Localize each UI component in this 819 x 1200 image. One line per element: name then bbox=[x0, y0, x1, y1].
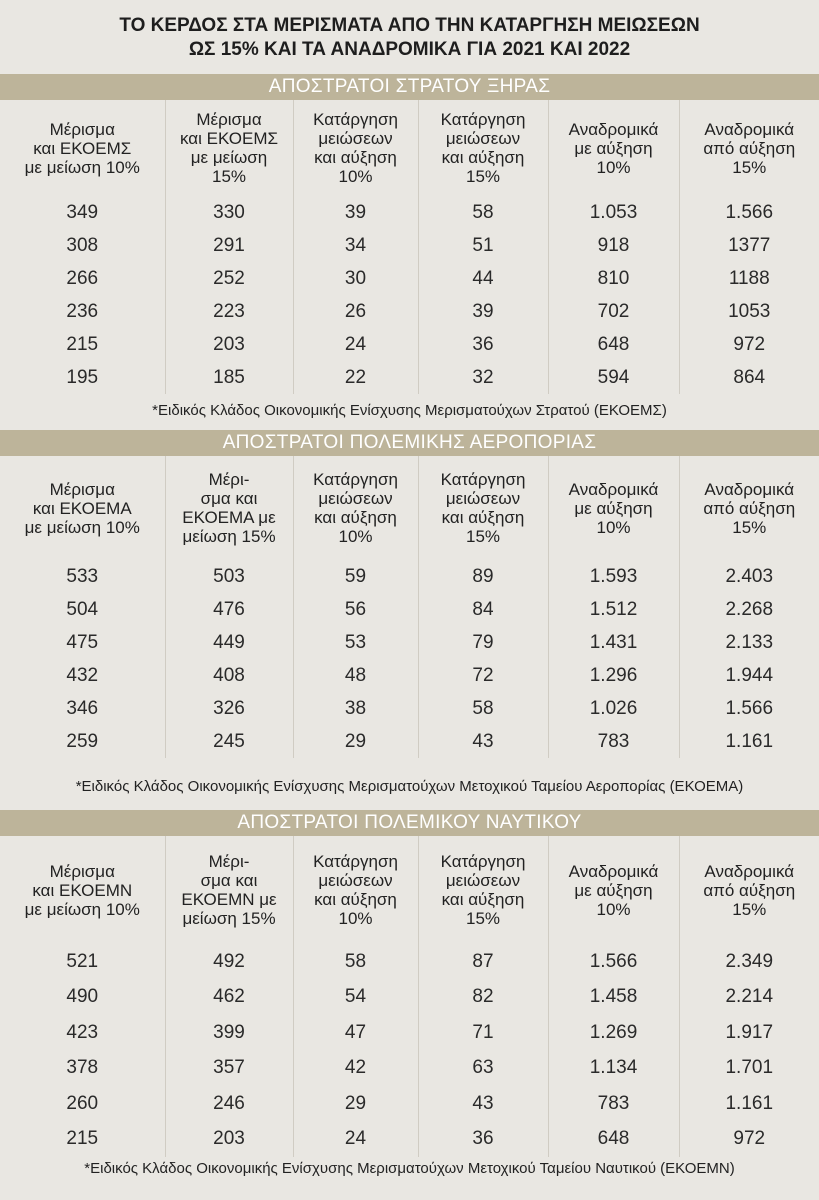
table-row bbox=[0, 295, 819, 328]
table-cell: 399 bbox=[165, 1015, 293, 1051]
table-cell: 972 bbox=[679, 1122, 819, 1158]
table-cell: 918 bbox=[548, 229, 679, 262]
table-cell: 449 bbox=[165, 626, 293, 659]
table-cell: 22 bbox=[293, 361, 418, 394]
table-cell: 330 bbox=[165, 196, 293, 229]
table-cell: 2.133 bbox=[679, 626, 819, 659]
table-cell: 503 bbox=[165, 560, 293, 593]
table-cell: 24 bbox=[293, 1122, 418, 1158]
table-cell: 346 bbox=[66, 697, 99, 719]
table-cell: 29 bbox=[293, 725, 418, 758]
table-row bbox=[0, 626, 819, 659]
table-row bbox=[0, 1015, 819, 1051]
table-cell: 215 bbox=[66, 333, 99, 355]
table-cell: 30 bbox=[293, 262, 418, 295]
section-heading-army: ΑΠΟΣΤΡΑΤΟΙ ΣΤΡΑΤΟΥ ΞΗΡΑΣ bbox=[0, 74, 819, 100]
table-cell: 236 bbox=[66, 300, 99, 322]
table-cell: 594 bbox=[548, 361, 679, 394]
table-cell: 36 bbox=[418, 1122, 548, 1158]
table-cell: 42 bbox=[293, 1051, 418, 1087]
table-cell: 492 bbox=[165, 944, 293, 980]
table-cell: 26 bbox=[293, 295, 418, 328]
table-cell: 87 bbox=[418, 944, 548, 980]
table-cell: 79 bbox=[418, 626, 548, 659]
table-cell: 1053 bbox=[679, 295, 819, 328]
table-cell: 1.944 bbox=[679, 659, 819, 692]
col-header: Αναδρομικά από αύξηση 15% bbox=[679, 100, 819, 196]
table-cell: 36 bbox=[418, 328, 548, 361]
table-cell: 2.349 bbox=[679, 944, 819, 980]
table-row bbox=[0, 560, 819, 593]
table-cell: 54 bbox=[293, 980, 418, 1016]
col-header: Αναδρομικά από αύξηση 15% bbox=[679, 836, 819, 944]
table-row bbox=[0, 262, 819, 295]
table-cell: 378 bbox=[66, 1057, 99, 1079]
col-header: Αναδρομικά με αύξηση 10% bbox=[548, 100, 679, 196]
table-cell: 84 bbox=[418, 593, 548, 626]
table-cell: 39 bbox=[293, 196, 418, 229]
footnote-army: *Ειδικός Κλάδος Οικονομικής Ενίσχυσης Μερισματούχων Στρατού (ΕΚΟΕΜΣ) bbox=[152, 402, 667, 419]
table-row bbox=[0, 980, 819, 1016]
page-title bbox=[0, 14, 819, 62]
table-cell: 702 bbox=[548, 295, 679, 328]
col-header: Μέρι- σμα και ΕΚΟΕΜΑ με μείωση 15% bbox=[165, 456, 293, 560]
table-cell: 71 bbox=[418, 1015, 548, 1051]
col-header: Μέρισμα και ΕΚΟΕΜΣ με μείωση 10% bbox=[24, 119, 140, 177]
table-row bbox=[0, 1086, 819, 1122]
table-cell: 432 bbox=[66, 664, 99, 686]
table-cell: 195 bbox=[66, 366, 99, 388]
table-airforce bbox=[0, 456, 819, 758]
table-cell: 864 bbox=[679, 361, 819, 394]
table-cell: 1.026 bbox=[548, 692, 679, 725]
table-cell: 291 bbox=[165, 229, 293, 262]
table-army bbox=[0, 100, 819, 394]
table-cell: 24 bbox=[293, 328, 418, 361]
table-cell: 266 bbox=[66, 267, 99, 289]
table-cell: 53 bbox=[293, 626, 418, 659]
table-cell: 1.296 bbox=[548, 659, 679, 692]
table-cell: 2.214 bbox=[679, 980, 819, 1016]
section-heading-navy: ΑΠΟΣΤΡΑΤΟΙ ΠΟΛΕΜΙΚΟΥ ΝΑΥΤΙΚΟΥ bbox=[0, 810, 819, 836]
table-cell: 47 bbox=[293, 1015, 418, 1051]
title-line-1: ΤΟ ΚΕΡΔΟΣ ΣΤΑ ΜΕΡΙΣΜΑΤΑ ΑΠΟ ΤΗΝ ΚΑΤΑΡΓΗΣΗ ΜΕΙΩΣΕΩΝ bbox=[119, 15, 700, 36]
col-header: Μέρισμα και ΕΚΟΕΜΝ με μείωση 10% bbox=[24, 861, 140, 919]
table-cell: 475 bbox=[66, 631, 99, 653]
table-cell: 39 bbox=[418, 295, 548, 328]
table-cell: 203 bbox=[165, 328, 293, 361]
table-cell: 972 bbox=[679, 328, 819, 361]
table-row bbox=[0, 1122, 819, 1158]
table-cell: 648 bbox=[548, 1122, 679, 1158]
table-cell: 490 bbox=[66, 986, 99, 1008]
table-row bbox=[0, 944, 819, 980]
table-cell: 1.917 bbox=[679, 1015, 819, 1051]
table-cell: 810 bbox=[548, 262, 679, 295]
table-row bbox=[0, 593, 819, 626]
table-cell: 48 bbox=[293, 659, 418, 692]
table-row bbox=[0, 361, 819, 394]
table-cell: 63 bbox=[418, 1051, 548, 1087]
table-cell: 1.566 bbox=[679, 196, 819, 229]
title-line-2: ΩΣ 15% ΚΑΙ ΤΑ ΑΝΑΔΡΟΜΙΚΑ ΓΙΑ 2021 ΚΑΙ 2022 bbox=[188, 39, 631, 60]
table-cell: 82 bbox=[418, 980, 548, 1016]
table-cell: 2.403 bbox=[679, 560, 819, 593]
table-cell: 783 bbox=[548, 1086, 679, 1122]
table-cell: 245 bbox=[165, 725, 293, 758]
table-cell: 521 bbox=[66, 950, 99, 972]
table-row bbox=[0, 196, 819, 229]
table-cell: 476 bbox=[165, 593, 293, 626]
table-cell: 1.161 bbox=[679, 725, 819, 758]
table-cell: 357 bbox=[165, 1051, 293, 1087]
col-header: Αναδρομικά με αύξηση 10% bbox=[548, 836, 679, 944]
table-cell: 32 bbox=[418, 361, 548, 394]
table-cell: 38 bbox=[293, 692, 418, 725]
table-cell: 1.053 bbox=[548, 196, 679, 229]
table-row bbox=[0, 229, 819, 262]
table-cell: 58 bbox=[418, 692, 548, 725]
table-cell: 1.701 bbox=[679, 1051, 819, 1087]
table-cell: 648 bbox=[548, 328, 679, 361]
table-cell: 1.593 bbox=[548, 560, 679, 593]
table-cell: 462 bbox=[165, 980, 293, 1016]
table-cell: 43 bbox=[418, 725, 548, 758]
col-header: Κατάργηση μειώσεων και αύξηση 10% bbox=[293, 836, 418, 944]
col-header: Κατάργηση μειώσεων και αύξηση 10% bbox=[293, 100, 418, 196]
table-cell: 259 bbox=[66, 730, 99, 752]
table-cell: 29 bbox=[293, 1086, 418, 1122]
table-cell: 1.134 bbox=[548, 1051, 679, 1087]
table-row bbox=[0, 659, 819, 692]
table-cell: 185 bbox=[165, 361, 293, 394]
table-cell: 43 bbox=[418, 1086, 548, 1122]
table-cell: 44 bbox=[418, 262, 548, 295]
table-cell: 72 bbox=[418, 659, 548, 692]
table-navy bbox=[0, 836, 819, 1157]
table-cell: 89 bbox=[418, 560, 548, 593]
col-header: Μέρισμα και ΕΚΟΕΜΑ με μείωση 10% bbox=[24, 479, 140, 537]
table-cell: 34 bbox=[293, 229, 418, 262]
table-cell: 1.566 bbox=[548, 944, 679, 980]
table-cell: 423 bbox=[66, 1021, 99, 1043]
table-cell: 2.268 bbox=[679, 593, 819, 626]
table-cell: 1.458 bbox=[548, 980, 679, 1016]
table-cell: 215 bbox=[66, 1128, 99, 1150]
table-cell: 504 bbox=[66, 598, 99, 620]
footnote-navy: *Ειδικός Κλάδος Οικονομικής Ενίσχυσης Μερισματούχων Μετοχικού Ταμείου Ναυτικού (ΕΚΟΕΜΝ) bbox=[84, 1160, 735, 1177]
table-cell: 783 bbox=[548, 725, 679, 758]
table-cell: 326 bbox=[165, 692, 293, 725]
table-cell: 260 bbox=[66, 1092, 99, 1114]
section-heading-airforce: ΑΠΟΣΤΡΑΤΟΙ ΠΟΛΕΜΙΚΗΣ ΑΕΡΟΠΟΡΙΑΣ bbox=[0, 430, 819, 456]
col-header: Κατάργηση μειώσεων και αύξηση 10% bbox=[293, 456, 418, 560]
table-row bbox=[0, 1051, 819, 1087]
table-cell: 223 bbox=[165, 295, 293, 328]
table-cell: 56 bbox=[293, 593, 418, 626]
table-cell: 59 bbox=[293, 560, 418, 593]
col-header: Κατάργηση μειώσεων και αύξηση 15% bbox=[418, 836, 548, 944]
col-header: Αναδρομικά από αύξηση 15% bbox=[679, 456, 819, 560]
table-cell: 1.161 bbox=[679, 1086, 819, 1122]
table-cell: 1.512 bbox=[548, 593, 679, 626]
table-cell: 1.269 bbox=[548, 1015, 679, 1051]
col-header: Κατάργηση μειώσεων και αύξηση 15% bbox=[418, 100, 548, 196]
table-cell: 1.566 bbox=[679, 692, 819, 725]
table-cell: 533 bbox=[66, 565, 99, 587]
footnote-airforce: *Ειδικός Κλάδος Οικονομικής Ενίσχυσης Μερισματούχων Μετοχικού Ταμείου Αεροπορίας (ΕΚΟΕΜΑ) bbox=[75, 778, 744, 795]
col-header: Μέρι- σμα και ΕΚΟΕΜΝ με μείωση 15% bbox=[165, 836, 293, 944]
table-cell: 252 bbox=[165, 262, 293, 295]
table-row bbox=[0, 328, 819, 361]
col-header: Κατάργηση μειώσεων και αύξηση 15% bbox=[418, 456, 548, 560]
table-cell: 1377 bbox=[679, 229, 819, 262]
table-cell: 246 bbox=[165, 1086, 293, 1122]
table-cell: 349 bbox=[66, 201, 99, 223]
table-cell: 1188 bbox=[679, 262, 819, 295]
table-row bbox=[0, 725, 819, 758]
col-header: Μέρισμα και ΕΚΟΕΜΣ με μείωση 15% bbox=[165, 100, 293, 196]
table-cell: 1.431 bbox=[548, 626, 679, 659]
table-cell: 58 bbox=[293, 944, 418, 980]
table-cell: 308 bbox=[66, 234, 99, 256]
table-row bbox=[0, 692, 819, 725]
col-header: Αναδρομικά με αύξηση 10% bbox=[548, 456, 679, 560]
table-cell: 58 bbox=[418, 196, 548, 229]
table-cell: 203 bbox=[165, 1122, 293, 1158]
table-cell: 408 bbox=[165, 659, 293, 692]
table-cell: 51 bbox=[418, 229, 548, 262]
